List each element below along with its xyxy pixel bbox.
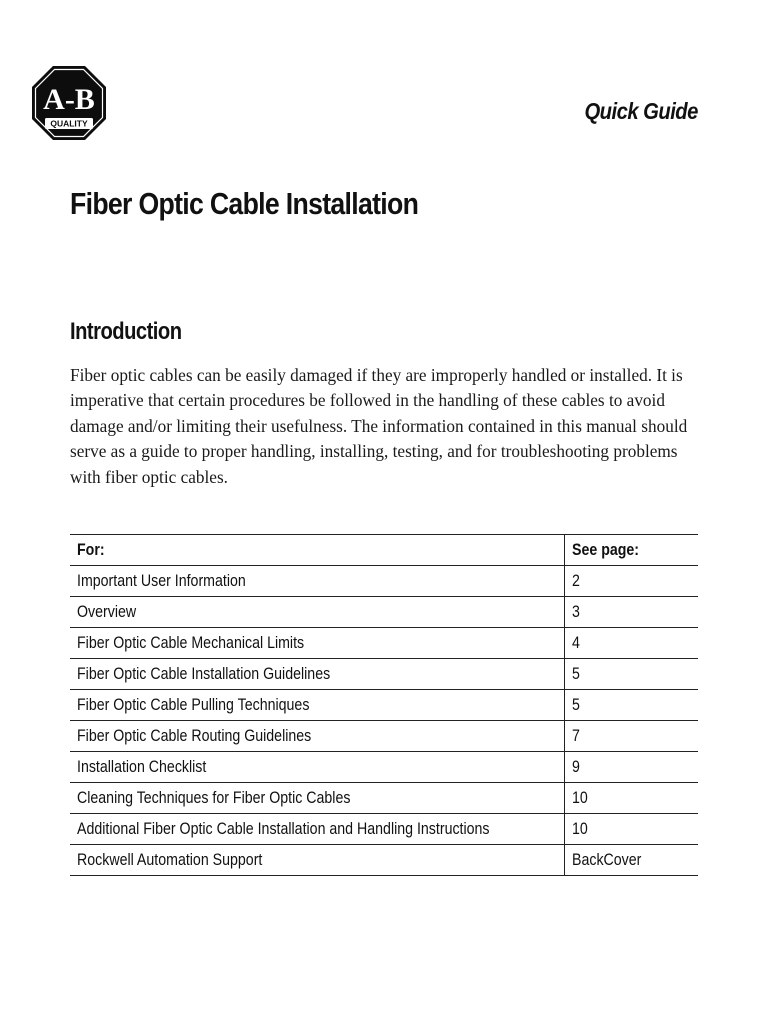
toc-page: 4	[571, 633, 580, 652]
toc-topic: Installation Checklist	[77, 757, 207, 776]
toc-topic: Important User Information	[77, 571, 246, 590]
toc-header-topic-label: For:	[77, 540, 105, 559]
toc-page: 7	[571, 726, 580, 745]
toc-page: 9	[571, 757, 580, 776]
table-row	[70, 752, 698, 783]
toc-topic: Additional Fiber Optic Cable Installation and Handling Instructions	[77, 819, 490, 838]
table-row	[70, 845, 698, 876]
toc-topic: Fiber Optic Cable Installation Guidelines	[77, 664, 331, 683]
toc-page: 10	[571, 788, 588, 807]
toc-topic-cell	[70, 752, 564, 783]
table-row	[70, 597, 698, 628]
table-row	[70, 783, 698, 814]
table-row	[70, 628, 698, 659]
toc-page: 3	[571, 602, 580, 621]
table-of-contents	[70, 534, 698, 876]
toc-topic-cell	[70, 628, 564, 659]
toc-page: 10	[571, 819, 588, 838]
toc-page-cell	[564, 659, 698, 690]
toc-topic-cell	[70, 566, 564, 597]
toc-header-page-label: See page:	[571, 540, 639, 559]
toc-topic-cell	[70, 721, 564, 752]
toc-page-cell	[564, 628, 698, 659]
table-row	[70, 659, 698, 690]
logo-brand-text: A-B	[43, 83, 95, 116]
toc-topic-cell	[70, 690, 564, 721]
doc-type-label: Quick Guide	[584, 98, 698, 124]
toc-page-cell	[564, 845, 698, 876]
toc-topic-cell	[70, 659, 564, 690]
toc-page-cell	[564, 783, 698, 814]
toc-page-cell	[564, 721, 698, 752]
toc-header-page	[564, 535, 698, 566]
toc-topic: Fiber Optic Cable Pulling Techniques	[77, 695, 310, 714]
table-row	[70, 690, 698, 721]
toc-page-cell	[564, 566, 698, 597]
intro-paragraph: Fiber optic cables can be easily damaged if they are improperly handled or installed. It is imperative that certain procedures be followed in the handling of these cables to avoid damage and/or limiting their usefulness. The information contained in this manual should serve as a guide to proper handling, installing, testing, and for troubleshooting problems with fiber optic cables.	[70, 365, 688, 487]
toc-page: 2	[571, 571, 580, 590]
toc-topic: Rockwell Automation Support	[77, 850, 263, 869]
toc-page-cell	[564, 597, 698, 628]
toc-topic-cell	[70, 845, 564, 876]
table-row	[70, 814, 698, 845]
toc-topic-cell	[70, 597, 564, 628]
toc-topic-cell	[70, 783, 564, 814]
toc-topic: Fiber Optic Cable Routing Guidelines	[77, 726, 312, 745]
toc-page-cell	[564, 814, 698, 845]
toc-topic-cell	[70, 814, 564, 845]
toc-header-topic	[70, 535, 564, 566]
toc-page: BackCover	[571, 850, 642, 869]
table-row	[70, 721, 698, 752]
toc-page: 5	[571, 664, 580, 683]
allen-bradley-logo	[30, 64, 108, 142]
toc-page-cell	[564, 690, 698, 721]
toc-topic: Cleaning Techniques for Fiber Optic Cables	[77, 788, 351, 807]
toc-page-cell	[564, 752, 698, 783]
logo-tagline-text: QUALITY	[50, 118, 88, 129]
toc-topic: Fiber Optic Cable Mechanical Limits	[77, 633, 305, 652]
toc-page: 5	[571, 695, 580, 714]
toc-header-row	[70, 535, 698, 566]
page-title: Fiber Optic Cable Installation	[70, 186, 419, 221]
toc-topic: Overview	[77, 602, 137, 621]
section-heading-introduction: Introduction	[70, 318, 182, 345]
table-row	[70, 566, 698, 597]
